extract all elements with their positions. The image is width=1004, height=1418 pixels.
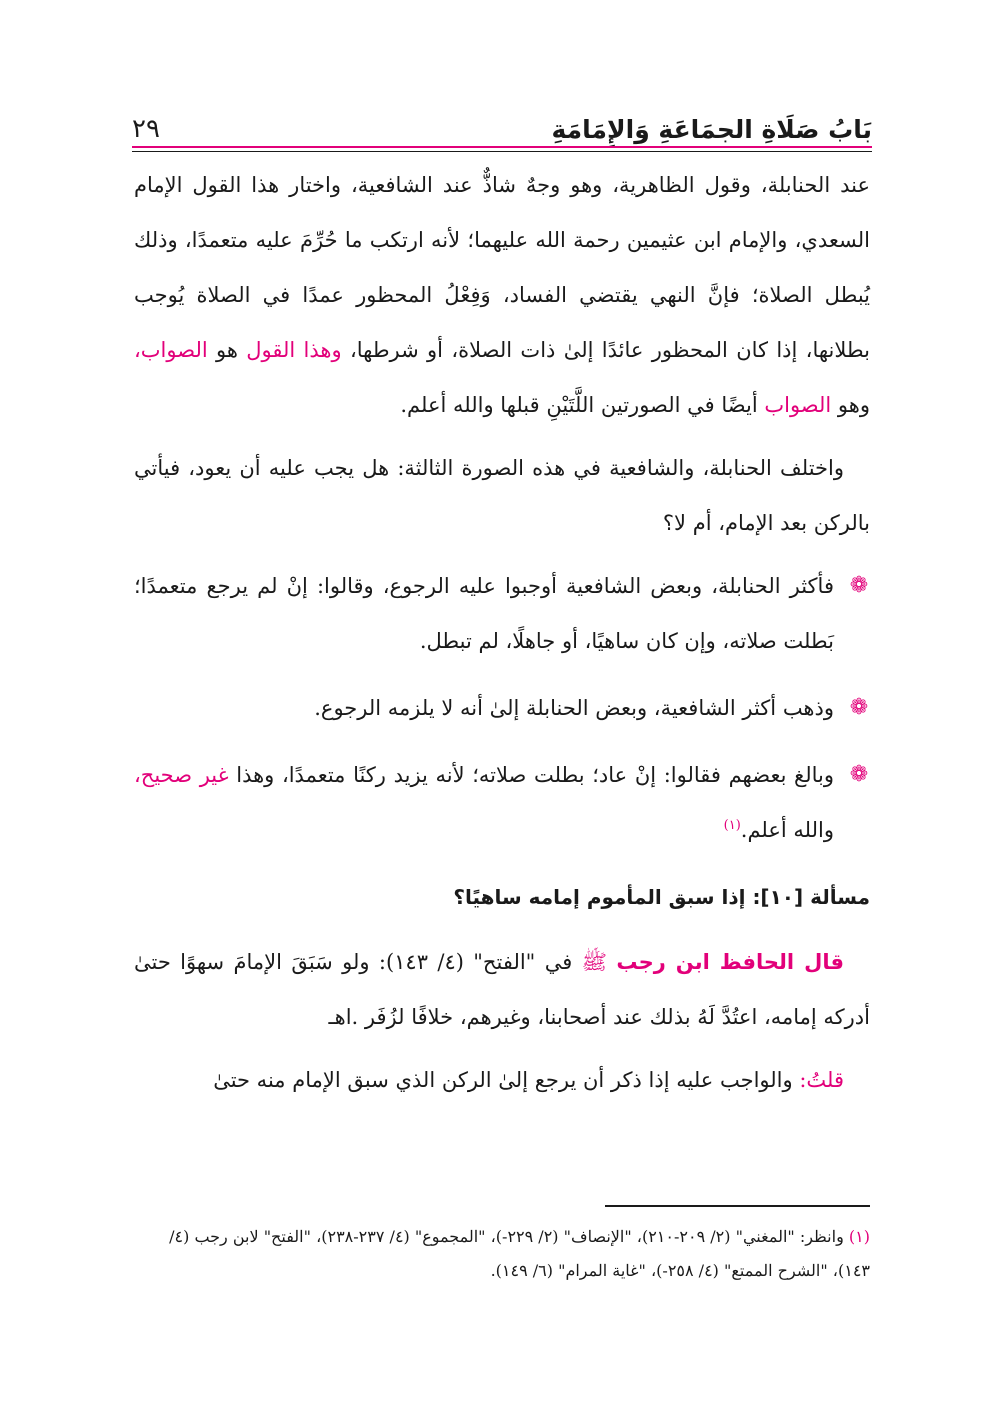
paragraph-1-text: هو <box>207 338 247 362</box>
footnote-divider <box>605 1205 870 1207</box>
main-content <box>134 158 870 1116</box>
bullet-text <box>134 748 834 858</box>
header-rule-accent <box>132 146 872 148</box>
page-number: ٢٩ <box>132 114 160 144</box>
highlight-phrase: غير صحيح، <box>134 763 229 787</box>
footnote-ref[interactable]: (١) <box>723 818 741 833</box>
flower-icon: ❁ <box>849 762 869 787</box>
question-label: مسألة [١٠]: <box>752 885 870 909</box>
header-rule <box>132 151 872 152</box>
paragraph-1-text: وهو <box>831 393 870 417</box>
chapter-title: بَابُ صَلَاةِ الجمَاعَةِ وَالإِمَامَةِ <box>551 115 872 144</box>
closing-label: قلتُ: <box>799 1068 844 1092</box>
page-header <box>132 100 872 144</box>
closing-text: والواجب عليه إذا ذكر أن يرجع إلىٰ الركن الذي سبق الإمام منه حتىٰ <box>213 1068 800 1092</box>
flower-icon: ❁ <box>849 695 869 720</box>
bullet-item <box>134 748 870 858</box>
highlight-phrase: الصواب <box>764 393 832 417</box>
bullet-text: فأكثر الحنابلة، وبعض الشافعية أوجبوا عليه الرجوع، وقالوا: إنْ لم يرجع متعمدًا؛ بَطلت صلاته، وإن كان ساهيًا، أو جاهلًا، لم تبطل. <box>134 574 834 653</box>
paragraph-1-text: عند الحنابلة، وقول الظاهرية، وهو وجهٌ شاذٌّ عند الشافعية، واختار هذا القول الإمام السعدي، والإمام ابن عثيمين رحمة الله عليهما؛ لأنه ارتكب ما حُرِّمَ عليه متعمدًا، وذلك يُبطل الصلاة؛ فإنَّ النهي يقتضي الفساد، وَفِعْلُ المحظور عمدًا في الصلاة يُوجب بطلانها، إذا كان المحظور عائدًا إلىٰ ذات الصلاة، أو شرطها، <box>134 173 870 362</box>
footnote-number: (١) <box>848 1227 870 1246</box>
quote-text: في "الفتح" (٤/ ١٤٣): ولو سَبَقَ الإمامَ سهوًا حتىٰ أدركه إمامه، اعتُدَّ لَهُ بذلك عند أصحابنا، وغيرهم، خلافًا لزُفَر .اهـ <box>134 950 870 1029</box>
closing-paragraph <box>134 1053 870 1108</box>
question-title: إذا سبق المأموم إمامه ساهيًا؟ <box>453 885 753 909</box>
flower-icon: ❁ <box>849 573 869 598</box>
bullet-text-part: وبالغ بعضهم فقالوا: إنْ عاد؛ بطلت صلاته؛ لأنه يزيد ركنًا متعمدًا، وهذا <box>228 763 835 787</box>
footnotes <box>134 1220 870 1288</box>
paragraph-2: واختلف الحنابلة، والشافعية في هذه الصورة الثالثة: هل يجب عليه أن يعود، فيأتي بالركن بعد الإمام، أم لا؟ <box>134 456 870 535</box>
bullet-text-part: والله أعلم. <box>740 818 834 842</box>
bullet-item <box>134 559 870 669</box>
highlight-phrase: الصواب، <box>134 338 208 362</box>
quote-paragraph <box>134 935 870 1045</box>
honorific: ﷺ <box>572 950 617 974</box>
bullet-text: وذهب أكثر الشافعية، وبعض الحنابلة إلىٰ أنه لا يلزمه الرجوع. <box>314 696 834 720</box>
paragraph-1-text: أيضًا في الصورتين اللَّتَيْنِ قبلها والله أعلم. <box>400 393 765 417</box>
bullet-item <box>134 681 870 736</box>
footnote-item <box>134 1220 870 1288</box>
paragraph-1 <box>134 158 870 433</box>
footnote-text: وانظر: "المغني" (٢/ ٢٠٩-٢١٠)، "الإنصاف" (٢/ ٢٢٩-)، "المجموع" (٤/ ٢٣٧-٢٣٨)، "الفتح" لابن رجب (٤/ ١٤٣)، "الشرح الممتع" (٤/ ٢٥٨-)، "غاية المرام" (٦/ ١٤٩). <box>169 1227 870 1280</box>
question-heading <box>134 870 870 925</box>
highlight-phrase: وهذا القول <box>246 338 342 362</box>
quote-speaker: قال الحافظ ابن رجب <box>616 950 844 974</box>
